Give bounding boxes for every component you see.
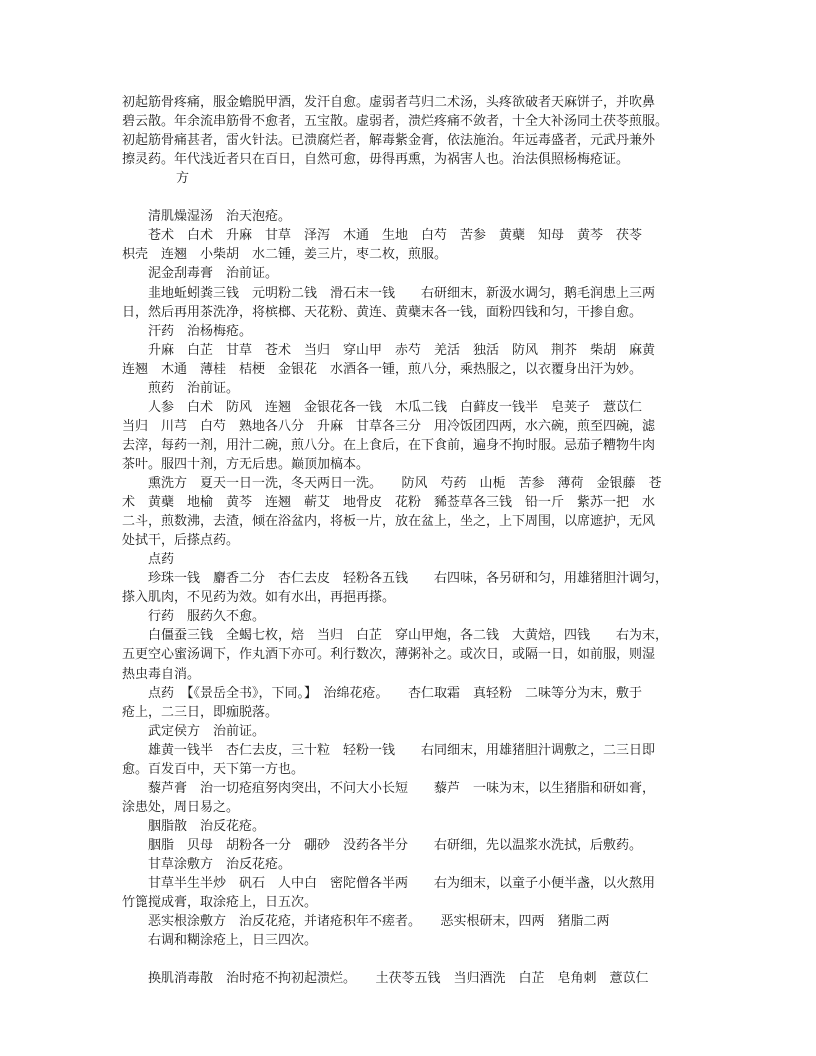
text-line: 胭脂散 治反花疮。 bbox=[148, 819, 266, 834]
text-line: 当归 川芎 白芍 熟地各八分 升麻 甘草各三分 用冷饭团四两，水六碗，煎至四碗，滤 bbox=[122, 419, 656, 434]
text-line: 五更空心蜜汤调下，作丸酒下亦可。利行数次，薄粥补之。或次日，或隔一日，如前服，则湿 bbox=[122, 647, 656, 662]
text-line: 雄黄一钱半 杏仁去皮，三十粒 轻粉一钱 右同细末，用雄猪胆汁调敷之，二三日即 bbox=[148, 743, 656, 758]
text-line: 清肌燥湿汤 治天泡疮。 bbox=[148, 209, 292, 224]
text-line: 术 黄蘗 地榆 黄芩 连翘 蕲艾 地骨皮 花粉 豨莶草各三钱 铅一斤 紫苏一把 水 bbox=[122, 495, 656, 510]
text-line: 二斗，煎数沸，去渣，倾在浴盆内，将板一片，放在盆上，坐之，上下周围，以席遮护，无风 bbox=[122, 514, 656, 529]
text-line: 甘草半生半炒 矾石 人中白 密陀僧各半两 右为细末，以童子小便半盏，以火熬用 bbox=[148, 876, 656, 891]
text-line: 甘草涂敷方 治反花疮。 bbox=[148, 857, 292, 872]
text-line: 汗药 治杨梅疮。 bbox=[148, 324, 253, 339]
text-line: 胭脂 贝母 胡粉各一分 硼砂 没药各半分 右研细，先以温浆水洗拭，后敷药。 bbox=[148, 838, 643, 853]
text-line: 升麻 白芷 甘草 苍术 当归 穿山甲 赤芍 羌活 独活 防风 荆芥 柴胡 麻黄 bbox=[148, 343, 656, 358]
text-line: 热虫毒自消。 bbox=[122, 667, 201, 682]
text-line: 枳壳 连翘 小柴胡 水二锺，姜三片，枣二枚，煎服。 bbox=[122, 247, 448, 262]
text-line: 人参 白术 防风 连翘 金银花各一钱 木瓜二钱 白藓皮一钱半 皂荚子 薏苡仁 bbox=[148, 400, 643, 415]
text-line: 白僵蚕三钱 全蝎七枚，焙 当归 白芷 穿山甲炮，各二钱 大黄焙，四钱 右为末， bbox=[148, 628, 669, 643]
text-line: 武定侯方 治前证。 bbox=[148, 724, 266, 739]
text-line: 换肌消毒散 治时疮不拘初起溃烂。 土茯苓五钱 当归酒洗 白芷 皂角刺 薏苡仁 bbox=[148, 971, 649, 986]
text-line: 擦灵药。年代浅近者只在百日，自然可愈，毋得再熏，为祸害人也。治法俱照杨梅疮证。 bbox=[122, 152, 630, 167]
text-line: 日，然后再用茶洗净，将槟榔、天花粉、黄连、黄蘗末各一钱，面粉四钱和匀，干掺自愈。 bbox=[122, 305, 643, 320]
text-line: 愈。百发百中，天下第一方也。 bbox=[122, 762, 305, 777]
text-line: 泥金刮毒膏 治前证。 bbox=[148, 266, 279, 281]
text-line: 疮上，二三日，即痂脱落。 bbox=[122, 705, 279, 720]
text-line: 初起筋骨痛甚者，雷火针法。已溃腐烂者，解毒紫金膏，依法施治。年远毒盛者，元武丹兼外 bbox=[122, 133, 656, 148]
text-line: 苍术 白术 升麻 甘草 泽泻 木通 生地 白芍 苦参 黄蘗 知母 黄芩 茯苓 bbox=[148, 228, 643, 243]
text-line: 处拭干，后搽点药。 bbox=[122, 533, 240, 548]
text-line: 点药 【《景岳全书》，下同。】 治绵花疮。 杏仁取霜 真轻粉 二味等分为末，敷于 bbox=[148, 686, 643, 701]
text-line: 初起筋骨疼痛，服金蟾脱甲酒，发汗自愈。虚弱者芎归二术汤，头疼欲破者天麻饼子，并吹鼻 bbox=[122, 95, 656, 110]
text-line: 熏洗方 夏天一日一洗，冬天两日一洗。 防风 芍药 山栀 苦参 薄荷 金银藤 苍 bbox=[148, 476, 662, 491]
text-line: 去滓，每药一剂，用汁二碗，煎八分。在上食后，在下食前，遍身不拘时服。忌茄子糟物牛肉 bbox=[122, 438, 656, 453]
text-line: 煎药 治前证。 bbox=[148, 381, 240, 396]
text-line: 连翘 木通 薄桂 桔梗 金银花 水酒各一锺，煎八分，乘热服之，以衣覆身出汗为妙。 bbox=[122, 362, 643, 377]
text-line: 点药 bbox=[148, 552, 175, 567]
text-line: 韭地蚯蚓粪三钱 元明粉二钱 滑石末一钱 右研细末，新汲水调匀，鹅毛润患上三两 bbox=[148, 286, 656, 301]
text-line: 方 bbox=[176, 171, 190, 186]
text-line: 右调和糊涂疮上，日三四次。 bbox=[148, 933, 318, 948]
text-line: 搽入肌肉，不见药为效。如有水出，再挹再搽。 bbox=[122, 590, 396, 605]
text-line: 恶实根涂敷方 治反花疮，并诸疮积年不瘥者。 恶实根研末，四两 猪脂二两 bbox=[148, 914, 610, 929]
text-line: 藜芦膏 治一切疮疽努肉突出，不问大小长短 藜芦 一味为末，以生猪脂和研如膏， bbox=[148, 781, 656, 796]
text-line: 碧云散。年余流串筋骨不愈者，五宝散。虚弱者，溃烂疼痛不敛者，十全大补汤同土茯苓煎服。 bbox=[122, 114, 669, 129]
text-line: 行药 服药久不愈。 bbox=[148, 609, 266, 624]
text-line: 珍珠一钱 麝香二分 杏仁去皮 轻粉各五钱 右四味，各另研和匀，用雄猪胆汁调匀， bbox=[148, 571, 669, 586]
text-line: 茶叶。服四十剂，方无后患。巅顶加槁本。 bbox=[122, 457, 370, 472]
text-line: 竹篦搅成膏，取涂疮上，日五次。 bbox=[122, 895, 318, 910]
text-line: 涂患处，周日易之。 bbox=[122, 800, 240, 815]
